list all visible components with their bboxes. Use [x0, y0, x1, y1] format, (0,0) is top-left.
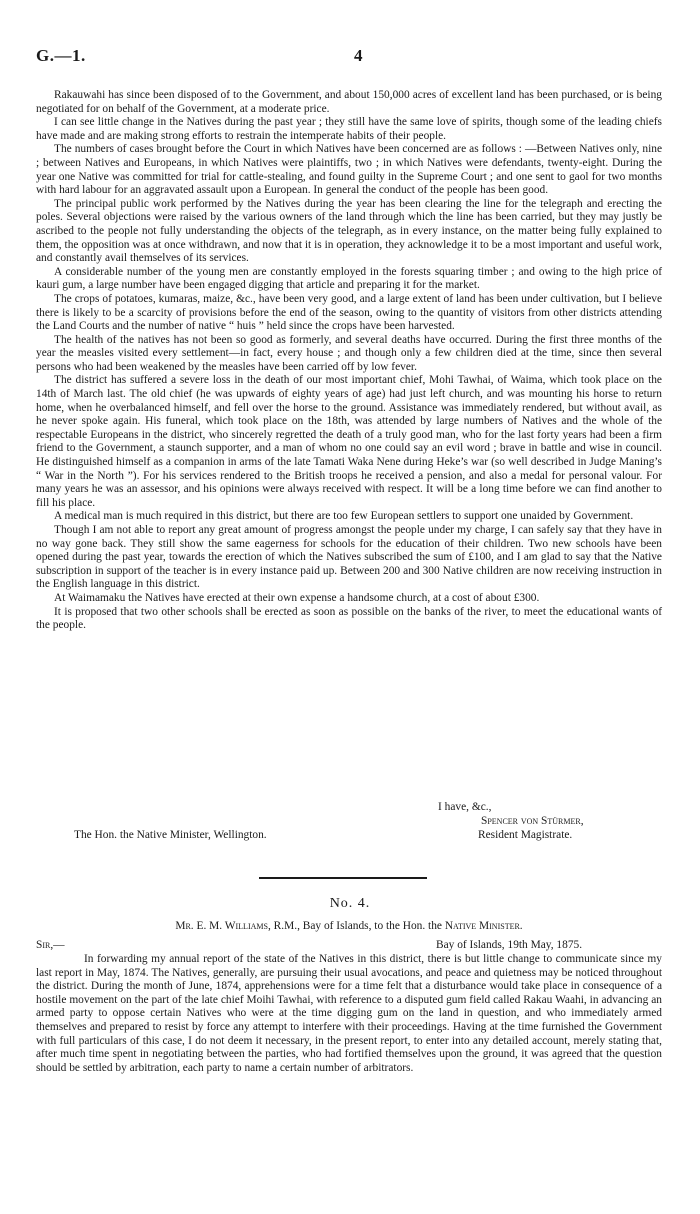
paragraph-telegraph: The principal public work performed by the Natives during the year has been clearing the line for the telegraph and erecting the poles. Several objections were raised by the various owners of the land through which the line has been carried, but they may justly be ascribed to the people not fully understanding the objects of the telegraph, as in every instance, on the matter being fully explained to them, the opposition was at once withdrawn, and now that it is in operation, they acknowledge it to be a most important and useful work, and constantly avail themselves of its services. — [36, 197, 662, 265]
section-divider — [259, 877, 427, 879]
page-number: 4 — [354, 46, 363, 65]
paragraph-rakauwahi: Rakauwahi has since been disposed of to the Government, and about 150,000 acres of excellent land has been purchased, or is being negotiated for on behalf of the Government, at a moderate price. — [36, 89, 662, 115]
paragraph-new-schools: It is proposed that two other schools shall be erected as soon as possible on the banks of the river, to meet the educational wants of the people. — [36, 605, 662, 632]
closing-line: I have, &c., — [438, 801, 492, 813]
salutation: Sir,— — [36, 939, 65, 951]
paragraph-court-cases: The numbers of cases brought before the Court in which Natives have been concerned are as follows : —Between Natives only, nine ; between Natives and Europeans, in which Natives were plaintiffs, two ; in which Natives were defendants, twenty-eight. During the year one Native was committed for trial for cattle-stealing, and found guilty in the Supreme Court ; and one sent to gaol for two months with hard labour for an aggravated assault upon a European. In general the conduct of the people has been good. — [36, 143, 662, 197]
signer-name: Spencer von Stürmer, — [481, 815, 584, 827]
paragraph-change: I can see little change in the Natives during the past year ; they still have the same love of spirits, though some of the leading chiefs have made and are making strong efforts to restrain the intemperate habits of their people. — [36, 116, 662, 142]
paragraph-schools: Though I am not able to report any great amount of progress amongst the people under my charge, I can safely say that they have in no way gone back. They still show the same eagerness for schools for the education of their children. Two new schools have been opened during the past year, towards the erection of which the Natives subscribed the sum of £100, and I am glad to say that the Native subscription in support of the teacher is in every instance paid up. Between 200 and 300 Native children are now receiving instruction in the English language in this district. — [36, 524, 662, 591]
letter-body — [36, 953, 662, 1075]
report-body — [36, 89, 662, 633]
sender-name: Mr. E. M. Williams, — [175, 920, 271, 932]
paragraph-mohi-tawhai: The district has suffered a severe loss in the death of our most important chief, Mohi Tawhai, of Waima, which took place on the 14th of March last. The old chief (he was upwards of eighty years of age) had just left church, and was mounting his horse to return home, when he overbalanced himself, and fell over the horse to the ground. Assistance was immediately rendered, but without avail, as he never spoke again. His funeral, which took place on the 18th, was attended by large numbers of Natives and the whole of the respectable Europeans in the district, who sincerely regretted the death of a truly good man, who for the last forty years had been a firm friend to the Government, a staunch supporter, and a man of whom no one could say an evil word ; brave in battle and wise in council. He distinguished himself as a companion in arms of the late Tamati Waka Nene during Heke’s war (so well described in Judge Maning’s “ War in the North ”). For his services rendered to the British troops he received a pension, and also a medal for personal valour. For many years he was an assessor, and his opinions were always received with respect. It will be a long time before we can find another to fill his place. — [36, 374, 662, 509]
paragraph-medical: A medical man is much required in this district, but there are too few European settlers to support one unaided by Government. — [54, 510, 634, 523]
date-line: Bay of Islands, 19th May, 1875. — [436, 939, 583, 951]
section-heading: No. 4. — [329, 896, 371, 911]
paragraph-timber: A considerable number of the young men are constantly employed in the forests squaring timber ; and owing to the high price of kauri gum, a large number have been engaged digging that article and preparing it for the market. — [36, 265, 662, 292]
paragraph-church: At Waimamaku the Natives have erected at their own expense a handsome church, at a cost of about £300. — [54, 591, 540, 604]
paragraph-annual-report: In forwarding my annual report of the state of the Natives in this district, there is but little change to communicate since my last report in May, 1874. The Natives, generally, are pursuing their usual avocations, and peace and quietness may be noticed throughout the district. During the month of June, 1874, apprehensions were for a time felt that a disturbance would take place in consequence of a hostile movement on the part of the late chief Moihi Tawhai, with reference to a disputed gum field called Rakau Waahi, in advancing an armed party to oppose certain Natives who were at the time digging gum on the land in question, and who immediately armed themselves and prepared to resist by force any attempt to interfere with their proceedings. Having at the time furnished the Government with full particulars of this case, I do not deem it necessary, in the present report, to enter into any detailed account, merely stating that, after much time spent in negotiating between the parties, who had fortified themselves upon the ground, it was agreed that the question should be settled by arbitration, each party to name a certain number of arbitrators. — [36, 953, 662, 1074]
recipient-name: Native Minister. — [444, 920, 523, 932]
salutation-row — [36, 939, 662, 953]
subheading-middle: R.M., Bay of Islands, to the Hon. the — [270, 920, 445, 932]
addressee-line: The Hon. the Native Minister, Wellington. — [74, 829, 267, 841]
paragraph-crops: The crops of potatoes, kumaras, maize, &c., have been very good, and a large extent of land has been under cultivation, but I believe there is likely to be a scarcity of provisions before the end of the season, owing to the quantity of visitors from other districts attending the Land Courts and the number of native “ huis ” held since the crops have been harvested. — [36, 292, 662, 333]
page-header — [36, 46, 666, 68]
section-subheading — [36, 920, 662, 932]
document-code: G.—1. — [36, 46, 86, 65]
paragraph-health: The health of the natives has not been so good as formerly, and several deaths have occurred. During the first three months of the year the measles visited every settlement—in fact, every house ; and though only a few children died at the time, since then several persons who had been weakened by the measles have been carried off by low fever. — [36, 333, 662, 373]
signer-title: Resident Magistrate. — [478, 829, 573, 841]
